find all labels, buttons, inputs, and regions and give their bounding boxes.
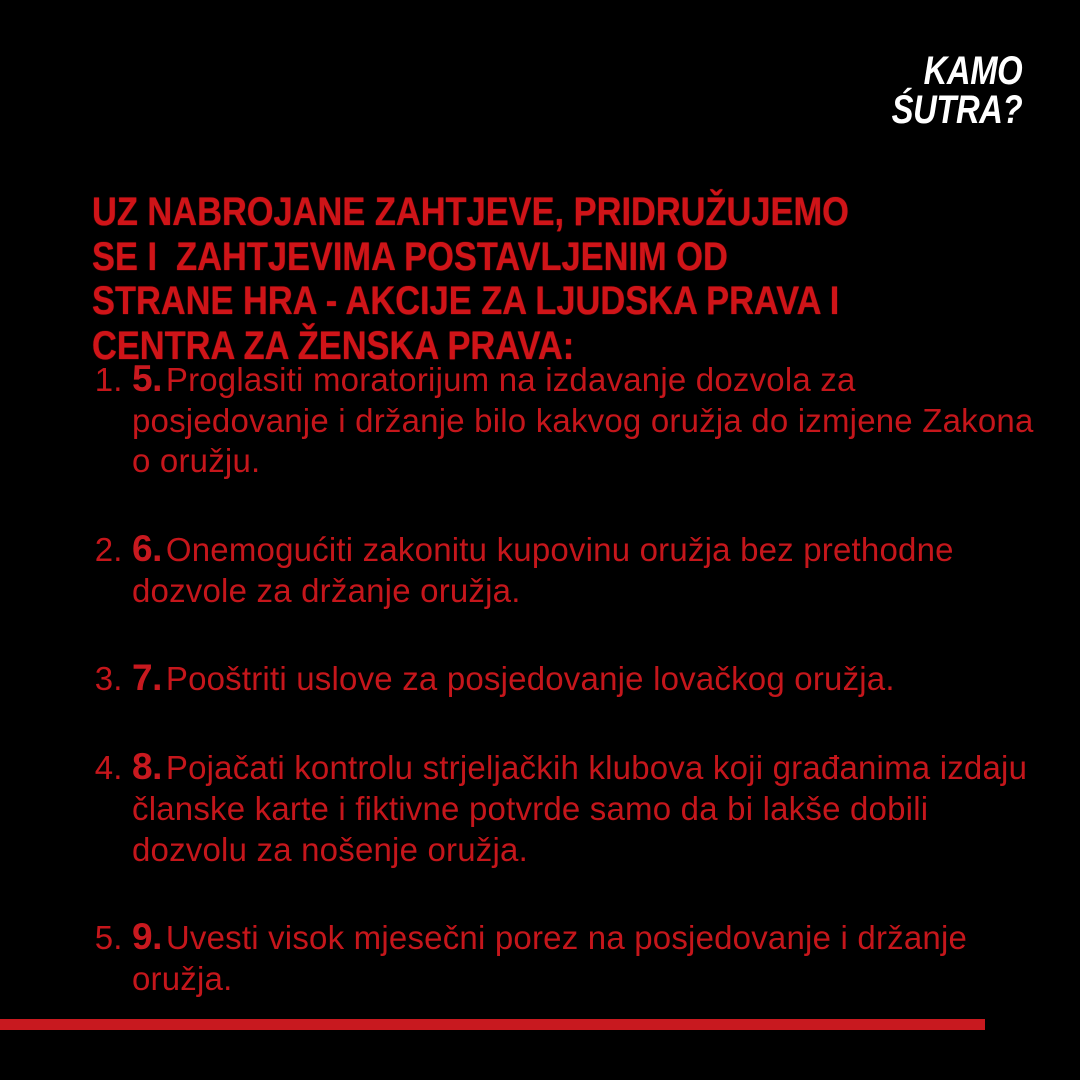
list-item (132, 655, 1052, 700)
list-item (132, 356, 1052, 482)
list-item (132, 526, 1052, 611)
list-item-text: Onemogućiti zakonitu kupovinu oružja bez prethodne dozvole za držanje oružja. (132, 530, 954, 609)
brand-logo-line-2: ŚUTRA? (891, 88, 1022, 133)
list-item (132, 914, 1052, 999)
list-item-text: Proglasiti moratorijum na izdavanje dozvola za posjedovanje i držanje bilo kakvog oružja do izmjene Zakona o oružju. (132, 361, 1034, 480)
list-item-text: Pooštriti uslove za posjedovanje lovačkog oružja. (165, 660, 895, 697)
list-item (132, 744, 1052, 870)
brand-logo (863, 49, 1022, 133)
bottom-accent-rule (0, 1019, 985, 1030)
list-item-number: 9. (132, 915, 162, 957)
list-item-number: 7. (132, 657, 162, 698)
list-item-text: Uvesti visok mjesečni porez na posjedovanje i držanje oružja. (132, 918, 968, 997)
list-item-number: 5. (132, 358, 162, 399)
page-title: UZ NABROJANE ZAHTJEVE, PRIDRUŽUJEMO SE I ZAHTJEVIMA POSTAVLJENIM OD STRANE HRA - AKCIJE ZA LJUDSKA PRAVA I CENTRA ZA ŽENSKA PRAVA: (92, 189, 859, 369)
demand-list (92, 356, 1052, 999)
list-item-number: 6. (132, 527, 162, 569)
list-item-text: Pojačati kontrolu strjeljačkih klubova koji građanima izdaju članske karte i fiktivne potvrde samo da bi lakše dobili dozvolu za nošenje oružja. (132, 749, 1028, 868)
list-item-number: 8. (132, 746, 162, 788)
brand-logo-line-1: KAMO (923, 49, 1022, 93)
